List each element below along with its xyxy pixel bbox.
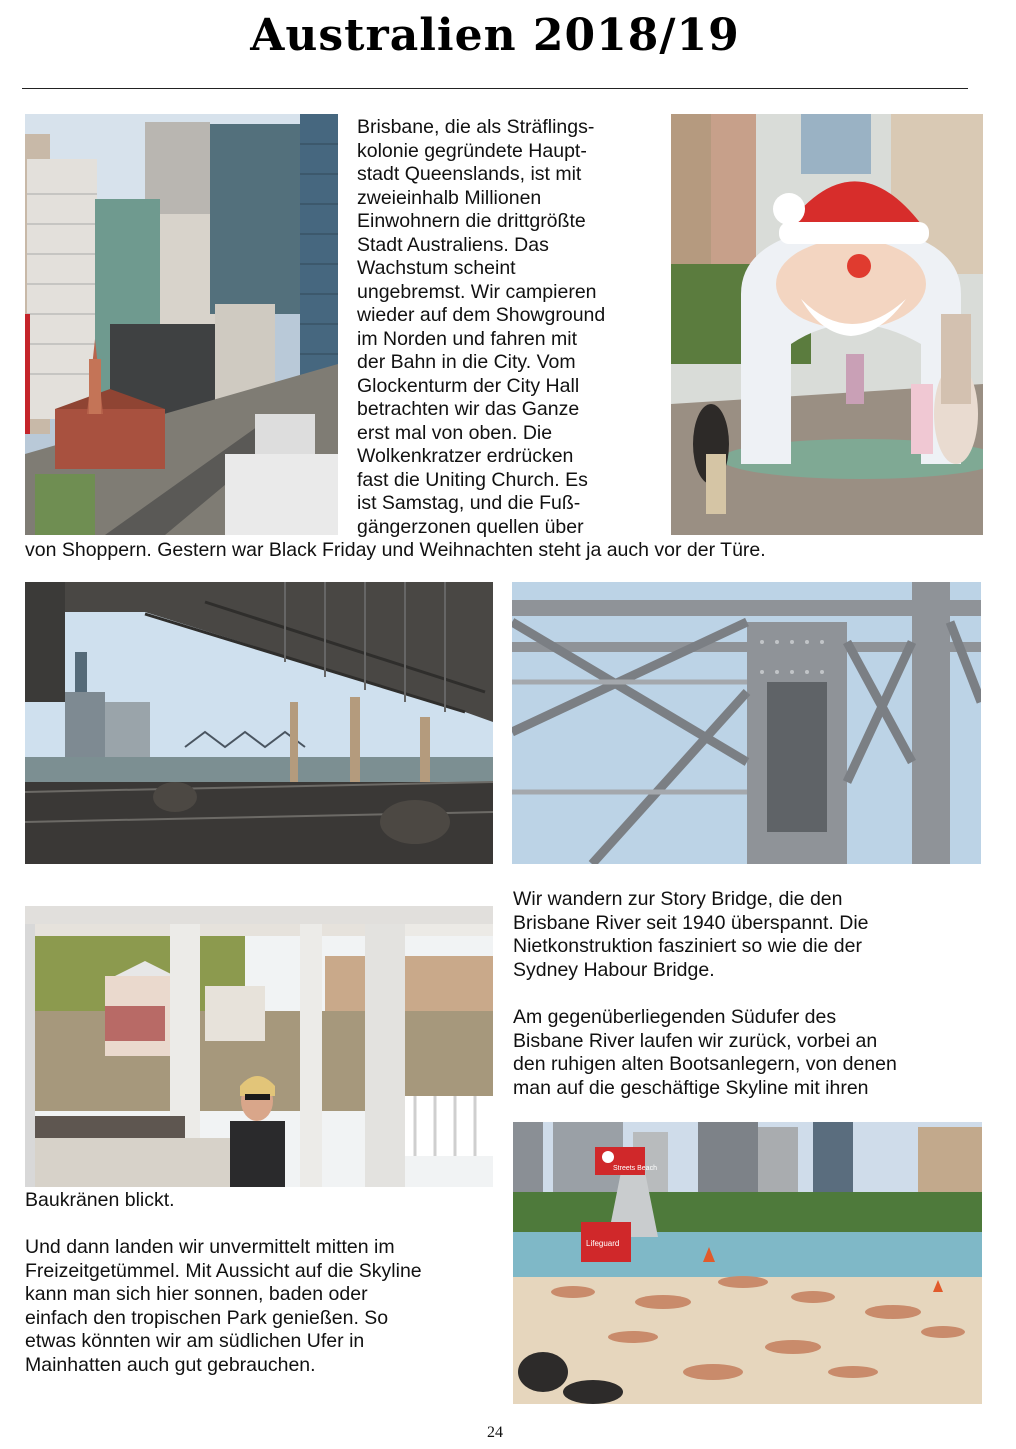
intro-line: der Bahn in die City. Vom	[357, 351, 576, 373]
intro-line: gängerzonen quellen über	[357, 515, 584, 538]
bridge-line: Nietkonstruktion fasziniert so wie die der	[513, 935, 862, 957]
photo-river-under-bridge	[25, 582, 493, 864]
intro-paragraph	[357, 116, 605, 539]
lifeguard-sign: Lifeguard	[586, 1239, 620, 1248]
south-line: man auf die geschäftige Skyline mit ihren	[513, 1076, 869, 1099]
intro-line: Wachstum scheint	[357, 257, 516, 279]
photo-jetty-pavilion	[25, 906, 493, 1187]
intro-line: zweieinhalb Millionen	[357, 186, 542, 209]
bridge-line: Brisbane River seit 1940 überspannt. Die	[513, 911, 869, 934]
photo-santa-arch	[671, 114, 983, 535]
intro-line: Brisbane, die als Sträflings-	[357, 116, 595, 138]
page-title: Australien 2018/19	[250, 10, 740, 61]
intro-line: Wolkenkratzer erdrücken	[357, 445, 574, 467]
intro-line: kolonie gegründete Haupt-	[357, 139, 587, 162]
photo-steel-bridge	[512, 582, 981, 864]
page-number: 24	[487, 1424, 503, 1441]
bridge-line: Sydney Habour Bridge.	[513, 958, 715, 981]
intro-line: Stadt Australiens. Das	[357, 233, 549, 256]
intro-line: wieder auf dem Showground	[357, 304, 606, 326]
south-bank-paragraph	[513, 1006, 897, 1100]
beach-line: einfach den tropischen Park genießen. So	[25, 1306, 389, 1329]
intro-line: Glockenturm der City Hall	[357, 374, 580, 397]
photo-streets-beach	[513, 1122, 982, 1404]
intro-line: ist Samstag, und die Fuß-	[357, 492, 581, 514]
intro-line: stadt Queenslands, ist mit	[357, 163, 582, 185]
south-line: Am gegenüberliegenden Südufer des	[513, 1006, 837, 1028]
bridge-paragraph	[513, 888, 869, 982]
south-bank-continued: Baukränen blickt.	[25, 1189, 175, 1211]
intro-full-line: von Shoppern. Gestern war Black Friday und Weihnachten steht ja auch vor der Türe.	[25, 539, 766, 561]
intro-line: erst mal von oben. Die	[357, 421, 553, 444]
beach-line: Und dann landen wir unvermittelt mitten im	[25, 1236, 395, 1258]
south-line: den ruhigen alten Bootsanlegern, von denen	[513, 1053, 897, 1075]
beach-paragraph	[25, 1236, 422, 1377]
photo-city-skyline	[25, 114, 338, 535]
bridge-line: Wir wandern zur Story Bridge, die den	[513, 888, 843, 910]
south-line: Bisbane River laufen wir zurück, vorbei an	[513, 1029, 878, 1052]
beach-line: Mainhatten auch gut gebrauchen.	[25, 1353, 316, 1376]
intro-line: ungebremst. Wir campieren	[357, 280, 597, 303]
intro-line: im Norden und fahren mit	[357, 327, 578, 350]
intro-line: fast die Uniting Church. Es	[357, 468, 588, 491]
intro-line: betrachten wir das Ganze	[357, 398, 580, 420]
beach-line: kann man sich hier sonnen, baden oder	[25, 1283, 368, 1305]
streets-beach-sign: Streets Beach	[613, 1165, 657, 1172]
beach-line: Freizeitgetümmel. Mit Aussicht auf die Skyline	[25, 1259, 422, 1282]
title-rule	[22, 88, 968, 89]
beach-line: etwas könnten wir am südlichen Ufer in	[25, 1330, 365, 1352]
intro-line: Einwohnern die drittgrößte	[357, 210, 586, 232]
